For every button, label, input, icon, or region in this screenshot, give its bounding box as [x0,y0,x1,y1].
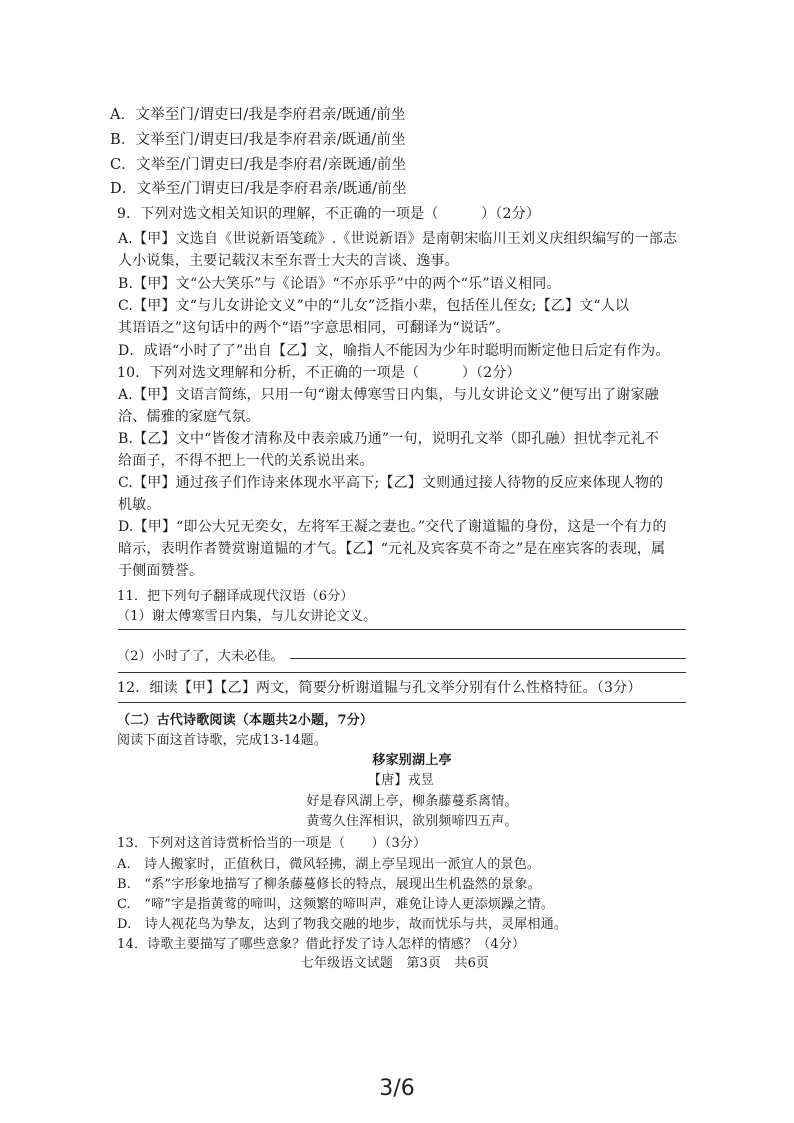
q13-option-d: D. 诗人视花鸟为挚友，达到了物我交融的地步，故而忧乐与共，灵犀相通。 [117,917,568,932]
q10-line: 暗示，表明作者赞赏谢道韫的才气。【乙】“元礼及宾客莫不奇之”是在座宾客的表现，属 [118,541,666,557]
q9-stem: 9．下列对选文相关知识的理解，不正确的一项是（ ）（2分） [117,206,541,222]
section-heading: （二）古代诗歌阅读（本题共2小题，7分） [117,713,374,728]
q9-line: D．成语“小时了了”出自【乙】文，喻指人不能因为少年时聪明而断定他日后定有作为。 [118,343,670,359]
q12-stem: 12．细读【甲】【乙】两文，简要分析谢道韫与孔文举分别有什么性格特征。（3分） [117,680,642,696]
answer-line [290,658,686,659]
page-indicator: 3/6 [379,1076,415,1101]
section-intro: 阅读下面这首诗歌，完成13-14题。 [117,733,328,748]
q9-line: B.【甲】文“公大笑乐”与《论语》“不亦乐乎”中的两个“乐”语义相同。 [118,276,561,292]
q10-line: C.【甲】通过孩子们作诗来体现水平高下;【乙】文则通过接人待物的反应来体现人物的 [118,475,664,491]
q11-sentence-1: （1）谢太傅寒雪日内集，与儿女讲论文义。 [117,609,377,624]
q10-line: A.【甲】文语言简练，只用一句“谢太傅寒雪日内集，与儿女讲论文义”便写出了谢家融 [118,387,659,403]
answer-line [118,629,686,630]
q10-line: 洽、儒雅的家庭气氛。 [118,409,260,425]
q13-option-c: C. “啼”字是指黄莺的啼叫，这频繁的啼叫声，难免让诗人更添烦躁之情。 [117,897,554,912]
q8-option-c: C．文举至/门谓吏曰/我是李府君/亲既通/前坐 [110,157,407,173]
q10-line: 于侧面赞誉。 [118,563,204,579]
q8-option-a: A．文举至门/谓吏曰/我是李府君亲/既通/前坐 [110,107,406,123]
q9-line: A.【甲】文选自《世说新语笺疏》.《世说新语》是南朝宋临川王刘义庆组织编写的一部志 [118,231,678,247]
poem-line: 好是春风湖上亭，柳条藤蔓系离情。 [306,794,518,809]
q9-line: 人小说集，主要记载汉末至东晋士大夫的言谈、逸事。 [118,253,459,269]
answer-line [118,672,686,673]
answer-line [118,702,686,703]
q9-line: 其语语之”这句话中的两个“语”字意思相同，可翻译为“说话”。 [118,320,510,336]
poem-title: 移家别湖上亭 [372,753,452,768]
q13-option-a: A. 诗人搬家时，正值秋日，微风轻拂，湖上亭呈现出一派宜人的景色。 [117,857,541,872]
q10-stem: 10．下列对选文理解和分析，不正确的一项是（ ）（2分） [117,365,521,381]
q14-stem: 14．诗歌主要描写了哪些意象？借此抒发了诗人怎样的情感？（4分） [117,937,526,952]
q10-line: D.【甲】“即公大兄无奕女，左将军王凝之妻也。”交代了谢道韫的身份，这是一个有力的 [118,519,667,535]
q8-option-d: D．文举至/门谓吏曰/我是李府君亲/既通/前坐 [110,181,407,197]
q10-line: B.【乙】文中“皆俊才清称及中表亲戚乃通”一句，说明孔文举（即孔融）担忧李元礼不 [118,431,660,447]
page-footer: 七年级语文试题 第3页 共6页 [300,956,490,971]
q10-line: 给面子，不得不把上一代的关系说出来。 [118,453,374,469]
q11-stem: 11．把下列句子翻译成现代汉语（6分） [117,589,354,604]
q8-option-b: B．文举至门/谓吏曰/我是李府君亲/既通/前坐 [110,132,406,148]
poem-author: 【唐】戎昱 [367,773,434,788]
q13-stem: 13．下列对这首诗赏析恰当的一项是（ ）（3分） [117,836,427,851]
q10-line: 机敏。 [118,497,161,513]
q9-line: C.【甲】文“与儿女讲论文义”中的“儿女”泛指小辈，包括侄儿侄女;【乙】文“人以 [118,298,630,314]
q11-sentence-2: （2）小时了了，大未必佳。 [117,649,284,664]
q13-option-b: B. “系”字形象地描写了柳条藤蔓修长的特点，展现出生机盎然的景象。 [117,877,541,892]
poem-line: 黄莺久住浑相识，欲别频啼四五声。 [306,814,518,829]
